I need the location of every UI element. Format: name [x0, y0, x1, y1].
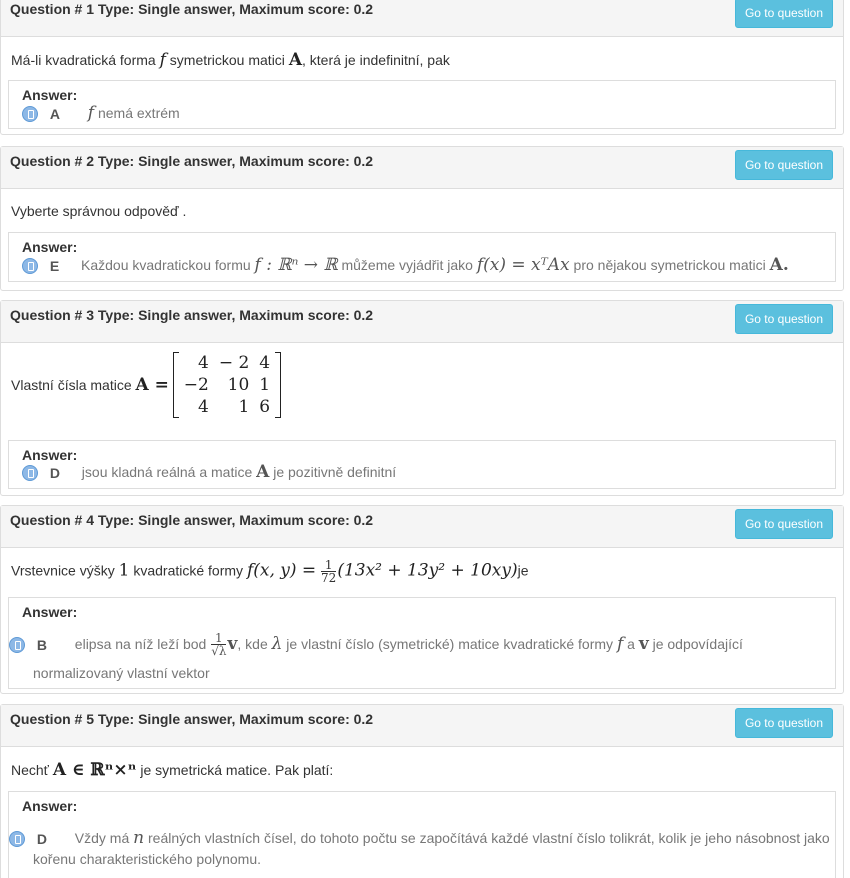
radio-checked-icon[interactable] — [9, 637, 25, 653]
question-text-2: Vyberte správnou odpověď . — [11, 203, 187, 219]
question-header-3 — [1, 301, 843, 343]
question-header-1 — [1, 0, 843, 37]
answer-label: Answer: — [22, 239, 78, 255]
radio-checked-icon[interactable] — [22, 465, 38, 481]
answer-letter: E — [49, 258, 60, 275]
question-title-4: Question # 4 Type: Single answer, Maximum score: 0.2 — [10, 512, 374, 528]
answer-option-continued: normalizovaný vlastní vektor — [33, 665, 210, 681]
matrix-cell: 4 — [197, 397, 209, 417]
question-title-5: Question # 5 Type: Single answer, Maximum score: 0.2 — [10, 711, 374, 727]
radio-checked-icon[interactable] — [22, 258, 38, 274]
matrix-cell: 1 — [238, 397, 250, 417]
answer-letter: A — [49, 106, 61, 123]
answer-letter: D — [36, 831, 48, 848]
matrix-cell: − 2 — [218, 353, 250, 373]
question-title-2: Question # 2 Type: Single answer, Maximum score: 0.2 — [10, 153, 374, 169]
question-header-4 — [1, 506, 843, 548]
answer-label: Answer: — [22, 798, 78, 814]
answer-box-3 — [8, 440, 836, 489]
matrix-cell: 6 — [259, 397, 271, 417]
answer-box-5 — [8, 791, 836, 878]
matrix-cell: 10 — [227, 375, 250, 395]
go-to-question-2-button[interactable]: Go to question — [735, 150, 833, 180]
question-title-1: Question # 1 Type: Single answer, Maximum score: 0.2 — [10, 1, 374, 17]
question-card-3 — [0, 300, 844, 496]
question-card-2 — [0, 146, 844, 291]
fraction: $\frac{1}{72}$ — [321, 558, 337, 585]
matrix-row — [179, 374, 275, 396]
question-header-2 — [1, 147, 843, 189]
fraction: $\frac{1}{√\lambda}$ — [211, 631, 227, 659]
go-to-question-5-button[interactable]: Go to question — [735, 708, 833, 738]
matrix-cell: 4 — [259, 353, 271, 373]
answer-label: Answer: — [22, 447, 78, 463]
matrix — [173, 352, 281, 418]
answer-option: D jsou kladná reálná a matice A je pozitivně definitní — [22, 460, 827, 485]
answer-box-1 — [8, 80, 836, 129]
answer-option: E Každou kvadratickou formu f : ℝⁿ → ℝ můžeme vyjádřit jako f(x) = xᵀAx pro nějakou symetrickou matici A. — [22, 253, 827, 278]
answer-letter: B — [36, 637, 48, 654]
matrix-cell: 1 — [259, 375, 271, 395]
question-text-1: Má-li kvadratická forma f symetrickou matici A, která je indefinitní, pak — [11, 50, 450, 70]
answer-label: Answer: — [22, 87, 78, 103]
question-header-5 — [1, 705, 843, 747]
question-text-3: Vlastní čísla matice A = 4 − 2 4 −2 10 1 4 1 6 — [6, 352, 281, 418]
answer-box-2 — [8, 232, 836, 282]
answer-option: B elipsa na níž leží bod $\frac{1}{√\lambda}$ v, kde λ je vlastní číslo (symetrické) matice kvadratické formy f a v je odpovídající — [9, 632, 827, 658]
answer-option: D Vždy má n reálných vlastních čísel, do tohoto počtu se započítává každé vlastní číslo tolikrát, kolik je jeho násobnost jako — [9, 826, 827, 851]
question-title-3: Question # 3 Type: Single answer, Maximum score: 0.2 — [10, 307, 374, 323]
answer-option-continued: kořenu charakteristického polynomu. — [33, 851, 262, 867]
matrix-cell: −2 — [183, 375, 209, 395]
matrix-cell: 4 — [197, 353, 209, 373]
radio-checked-icon[interactable] — [9, 831, 25, 847]
matrix-row — [179, 396, 275, 418]
question-text-4: Vrstevnice výšky 1 kvadratické formy f(x, y) = $\frac{1}{72}$ (13x² + 13y² + 10xy)je — [11, 558, 529, 585]
question-card-4 — [0, 505, 844, 694]
answer-letter: D — [49, 465, 61, 482]
answer-option: A f nemá extrém — [22, 101, 827, 126]
answer-box-4 — [8, 597, 836, 689]
go-to-question-3-button[interactable]: Go to question — [735, 304, 833, 334]
question-card-1 — [0, 0, 844, 135]
go-to-question-4-button[interactable]: Go to question — [735, 509, 833, 539]
answer-label: Answer: — [22, 604, 78, 620]
matrix-row — [179, 352, 275, 374]
go-to-question-1-button[interactable]: Go to question — [735, 0, 833, 28]
radio-checked-icon[interactable] — [22, 106, 38, 122]
question-card-5 — [0, 704, 844, 878]
question-text-5: Nechť A ∈ ℝⁿ×ⁿ je symetrická matice. Pak platí: — [11, 760, 334, 780]
